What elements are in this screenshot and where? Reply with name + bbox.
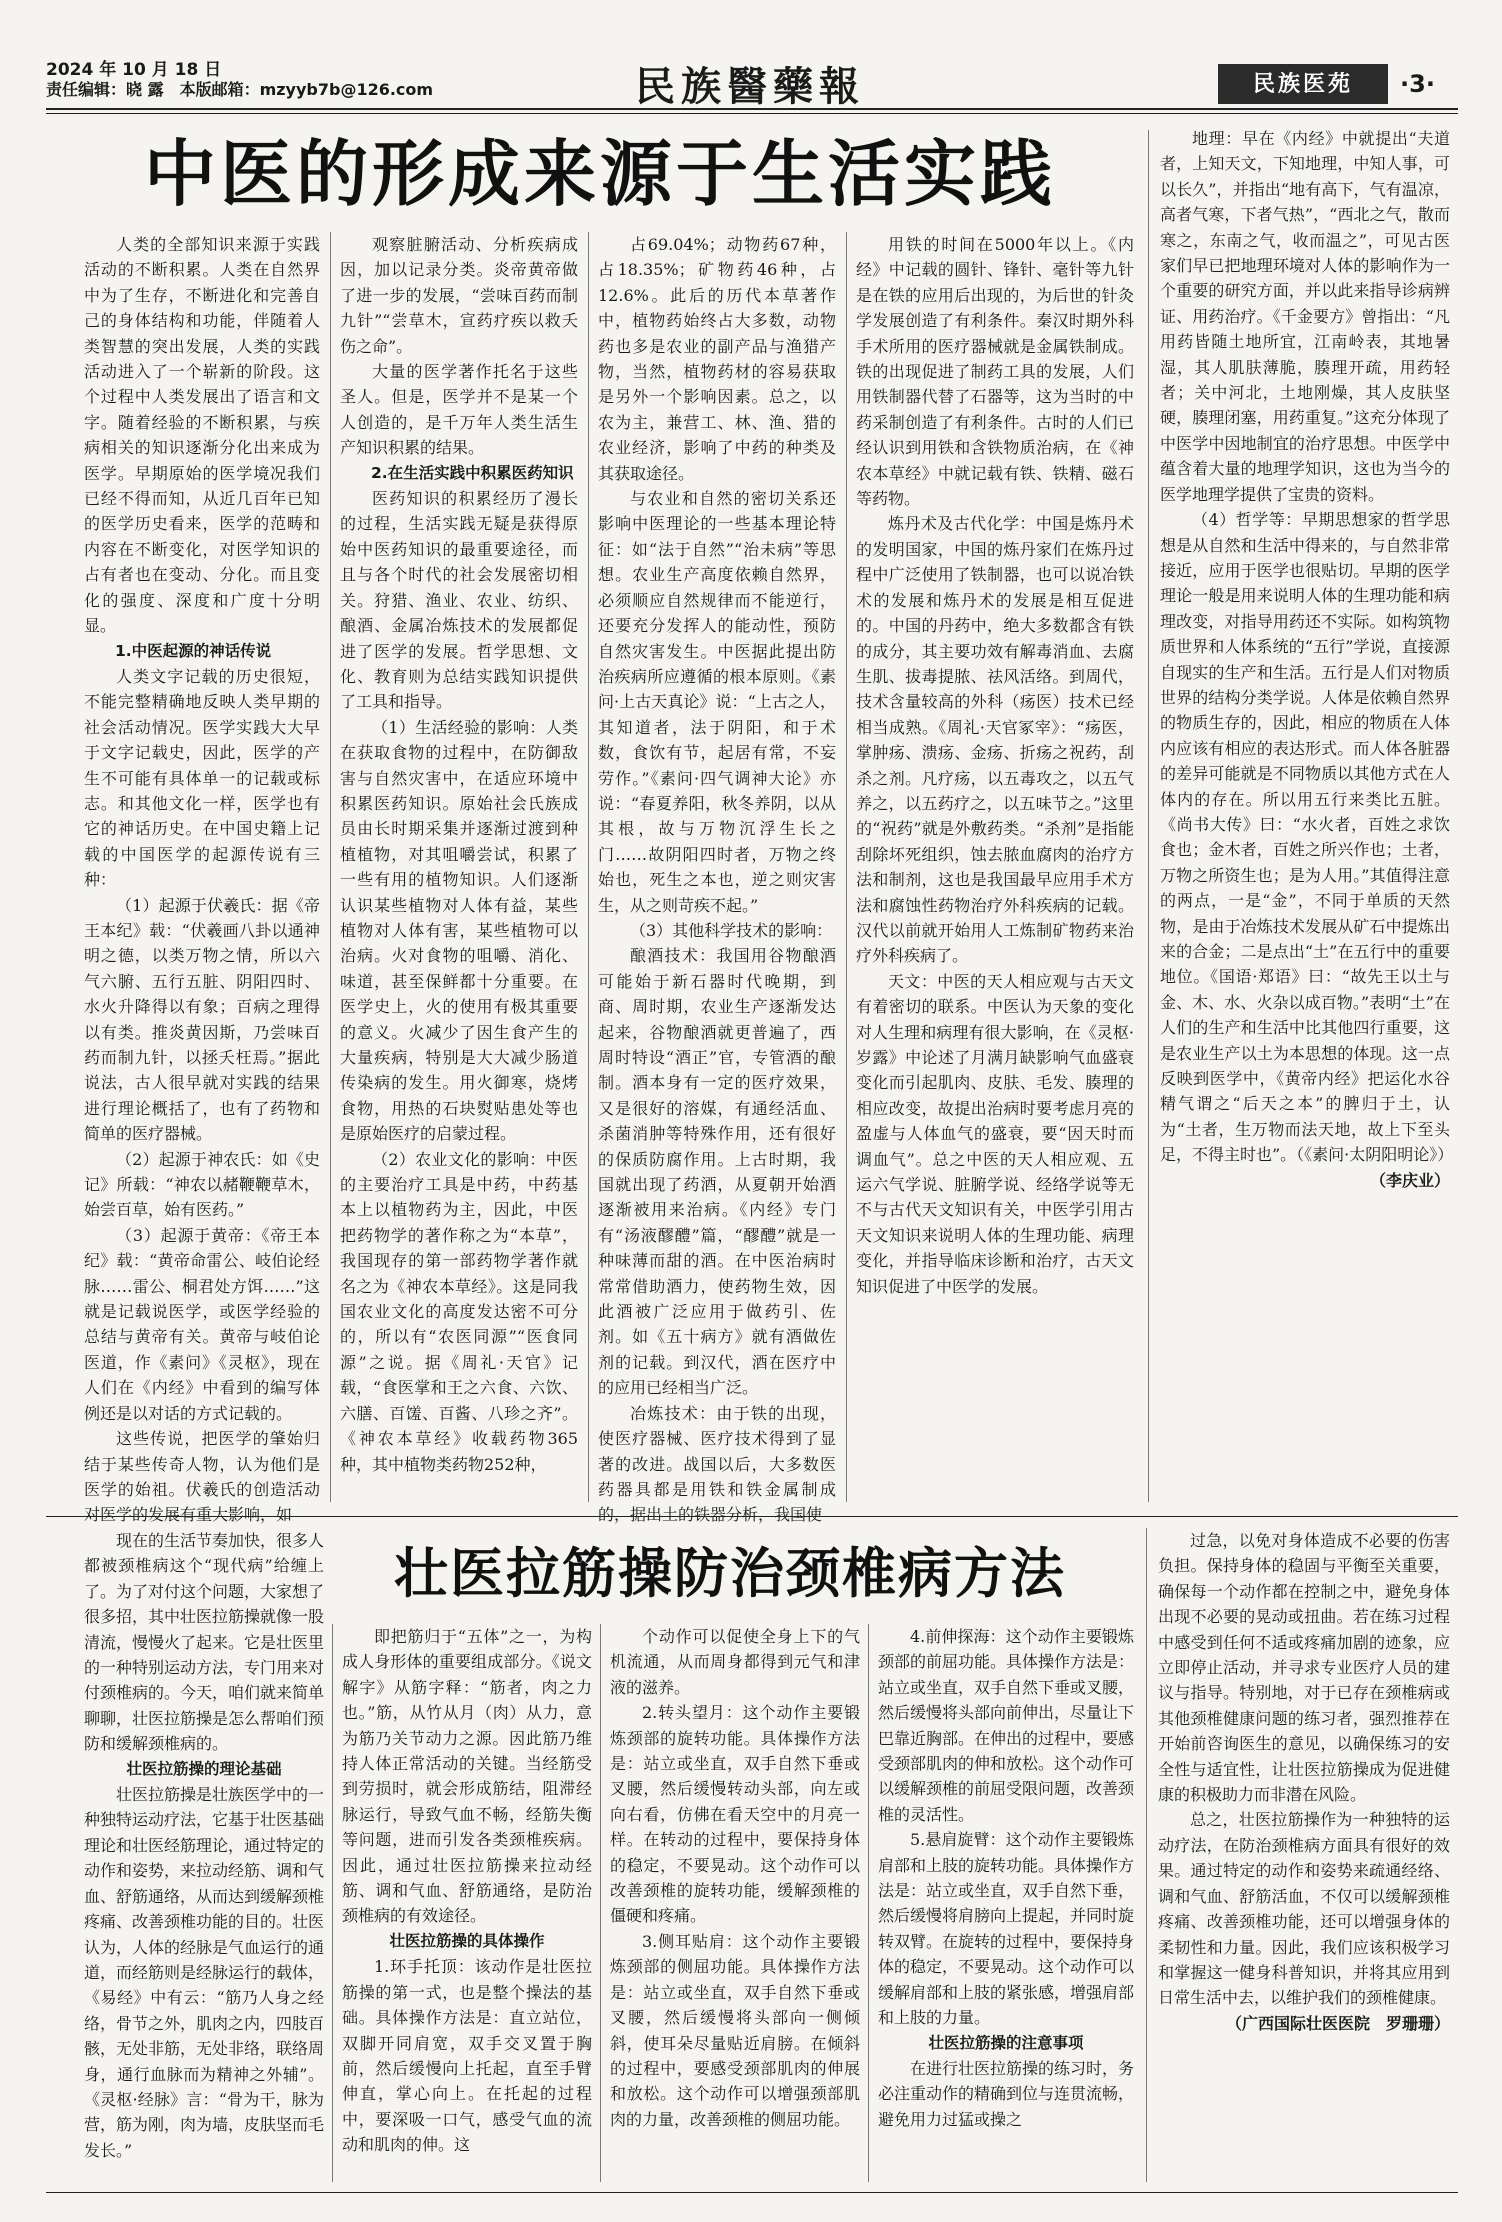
paragraph: （1）起源于伏羲氏：据《帝王本纪》载：“伏羲画八卦以通神明之德，以类万物之情，所以六气六腑、五行五脏、阴阳四时、水火升降得以有象；百病之理得以有类。推炎黄因斯，乃尝味百药而制九针，以拯夭枉焉。”据此说法，古人很早就对实践的结果进行理论概括了，也有了药物和简单的医疗器械。: [84, 895, 320, 1144]
paragraph: 即把筋归于“五体”之一，为构成人身形体的重要组成部分。《说文解字》从筋字释：“筋者，肉之力也。”筋，从竹从月（肉）从力，意为筋乃关节动力之源。因此筋乃维持人体正常活动的关键。当经筋受到劳损时，就会形成筋结，阻滞经脉运行，导致气血不畅，经筋失衡等问题，进而引发各类颈椎疾病。因此，通过壮医拉筋操来拉动经筋、调和气血、舒筋通络，是防治颈椎病的有效途径。: [342, 1627, 592, 1926]
section-heading: 壮医拉筋操的注意事项: [928, 2033, 1084, 2052]
masthead-info: [46, 60, 466, 100]
column-divider: [846, 232, 847, 1502]
paragraph: 过急，以免对身体造成不必要的伤害负担。保持身体的稳固与平衡至关重要，确保每一个动作都在控制之中，避免身体出现不必要的晃动或扭曲。若在练习过程中感受到任何不适或疼痛加剧的迹象，应立即停止活动，并寻求专业医疗人员的建议与指导。特别地，对于已存在颈椎病或其他颈椎健康问题的练习者，强烈推荐在开始前咨询医生的意见，以确保练习的安全性与适宜性，让壮医拉筋操成为促进健康的积极助力而非潜在风险。: [1158, 1531, 1450, 1805]
paragraph: 3.侧耳贴肩：这个动作主要锻炼颈部的侧屈功能。具体操作方法是：站立或坐直，双手自然下垂或叉腰，然后缓慢将头部向一侧倾斜，使耳朵尽量贴近肩膀。在倾斜的过程中，要感受颈部肌肉的伸展和放松。这个动作可以增强颈部肌肉的力量，改善颈椎的侧屈功能。: [610, 1931, 860, 2129]
paragraph: 2.转头望月：这个动作主要锻炼颈部的旋转功能。具体操作方法是：站立或坐直，双手自然下垂或叉腰，然后缓慢转动头部，向左或向右看，仿佛在看天空中的月亮一样。在转动的过程中，要保持身体的稳定，不要晃动。这个动作可以改善颈椎的旋转功能，缓解颈椎的僵硬和疼痛。: [610, 1703, 860, 1926]
paragraph: 观察脏腑活动、分析疾病成因，加以记录分类。炎帝黄帝做了进一步的发展，“尝味百药而制九针”“尝草木，宣药疗疾以救夭伤之命”。: [340, 235, 578, 356]
paragraph: 这些传说，把医学的肇始归结于某些传奇人物，认为他们是医学的始祖。伏羲氏的创造活动对医学的发展有重大影响，如: [84, 1429, 320, 1525]
paragraph: 个动作可以促使全身上下的气机流通，从而周身都得到元气和津液的滋养。: [610, 1627, 860, 1697]
column-divider: [330, 232, 331, 1502]
section-heading: 1.中医起源的神话传说: [115, 641, 272, 660]
column-divider: [332, 1624, 333, 2182]
paragraph: （2）农业文化的影响：中医的主要治疗工具是中药，中药基本上以植物药为主，因此，中医把药物学的著作称之为“本草”，我国现存的第一部药物学著作就名之为《神农本草经》。这是同我国农业文化的高度发达密不可分的，所以有“农医同源”“医食同源”之说。据《周礼·天官》记载，“食医掌和王之六食、六饮、六膳、百馐、百酱、八珍之齐”。《神农本草经》收载药物365种，其中植物类药物252种，: [340, 1149, 578, 1474]
paragraph: 酿酒技术：我国用谷物酿酒可能始于新石器时代晚期，到商、周时期，农业生产逐渐发达起来，谷物酿酒就更普遍了，西周时特设“酒正”官，专管酒的酿制。酒本身有一定的医疗效果，又是很好的溶媒，有通经活血、杀菌消肿等特殊作用，还有很好的保质防腐作用。上古时期，我国就出现了药酒，从夏朝开始酒逐渐被用来治病。《内经》专门有“汤液醪醴”篇，“醪醴”就是一种味薄而甜的酒。在中医治病时常常借助酒力，使药物生效，因此酒被广泛应用于做药引、佐剂。如《五十病方》就有酒做佐剂的记载。到汉代，酒在医疗中的应用已经相当广泛。: [598, 946, 836, 1398]
article1-col3: [598, 232, 836, 1525]
paragraph: 5.悬肩旋臂：这个动作主要锻炼肩部和上肢的旋转功能。具体操作方法是：站立或坐直，双手自然下垂，然后缓慢将肩膀向上提起，并同时旋转双臂。在旋转的过程中，要保持身体的稳定，不要晃动。这个动作可以缓解肩部和上肢的紧张感，增强肩部和上肢的力量。: [878, 1830, 1135, 2028]
article1-title: 中医的形成来源于生活实践: [143, 132, 1056, 216]
paragraph: 人类文字记载的历史很短，不能完整精确地反映人类早期的社会活动情况。医学实践大大早于文字记载史，因此，医学的产生不可能有具体单一的记载或标志。和其他文化一样，医学也有它的神话历史。在中国史籍上记载的中国医学的起源传说有三种：: [84, 666, 320, 890]
paragraph: 壮医拉筋操是壮族医学中的一种独特运动疗法，它基于壮医基础理论和壮医经筋理论，通过特定的动作和姿势，来拉动经筋、调和气血、舒筋通络，从而达到缓解颈椎疼痛、改善颈椎功能的目的。壮医认为，人体的经脉是气血运行的通道，而经筋则是经脉运行的载体，《易经》中有云：“筋乃人身之经络，骨节之外，肌肉之内，四肢百骸，无处非筋，无处非络，联络周身，通行血脉而为精神之外辅”。《灵枢·经脉》言：“骨为干，脉为营，筋为刚，肉为墙，皮肤坚而毛发长。”: [84, 1785, 325, 2160]
paragraph: 人类的全部知识来源于实践活动的不断积累。人类在自然界中为了生存，不断进化和完善自己的身体结构和功能，伴随着人类智慧的突出发展，人类的实践活动进入了一个崭新的阶段。这个过程中人类发展出了语言和文字。随着经验的不断积累，与疾病相关的知识逐渐分化出来成为医学。早期原始的医学境况我们已经不得而知，从近几百年已知的医学历史看来，医学的范畴和内容在不断变化，对医学知识的占有者也在变动、分化。而且变化的强度、深度和广度十分明显。: [84, 235, 320, 636]
article1-col1: [84, 232, 320, 1525]
section-heading: 壮医拉筋操的理论基础: [126, 1759, 282, 1778]
column-divider: [600, 1624, 601, 2182]
paragraph: 冶炼技术：由于铁的出现，使医疗器械、医疗技术得到了显著的改进。战国以后，大多数医药器具都是用铁和铁金属制成的，据出土的铁器分析，我国使: [598, 1403, 836, 1525]
paragraph: （3）起源于黄帝：《帝王本纪》载：“黄帝命雷公、岐伯论经脉……雷公、桐君处方饵……”这就是记载说医学，或医学经验的总结与黄帝有关。黄帝与岐伯论医道，作《素问》《灵枢》，现在人们在《内经》中看到的编写体例还是以对话的方式记载的。: [84, 1225, 320, 1423]
article2-col3: [610, 1624, 860, 2182]
page-number: ·3·: [1400, 70, 1435, 98]
article2-title: 壮医拉筋操防治颈椎病方法: [394, 1542, 1066, 1605]
paper-name: 民族醫藥報: [635, 63, 865, 110]
paragraph: 大量的医学著作托名于这些圣人。但是，医学并不是某一个人创造的，是千万年人类生活生产知识积累的结果。: [340, 362, 578, 458]
paragraph: 用铁的时间在5000年以上。《内经》中记载的圆针、锋针、毫针等九针是在铁的应用后出现的，为后世的针灸学发展创造了有利条件。秦汉时期外科手术所用的医疗器械就是金属铁制成。铁的出现促进了制药工具的发展，人们用铁制器代替了石器等，这为当时的中药采制创造了有利条件。古时的人们已经认识到用铁和含铁物质治病，在《神农本草经》中就记载有铁、铁精、磁石等药物。: [856, 235, 1134, 509]
paragraph: 与农业和自然的密切关系还影响中医理论的一些基本理论特征：如“法于自然”“治未病”等思想。农业生产高度依赖自然界，必须顺应自然规律而不能逆行，还要充分发挥人的能动性，预防自然灾害发生。中医据此提出防治疾病所应遵循的根本原则。《素问·上古天真论》说：“上古之人，其知道者，法于阴阳，和于术数，食饮有节，起居有常，不妄劳作。”《素问·四气调神大论》亦说：“春夏养阳，秋冬养阴，以从其根，故与万物沉浮生长之门……故阴阳四时者，万物之终始也，死生之本也，逆之则灾害生，从之则苛疾不起。”: [598, 489, 836, 915]
article2-col5: [1158, 1528, 1450, 2182]
paragraph: （1）生活经验的影响：人类在获取食物的过程中，在防御敌害与自然灾害中，在适应环境中积累医药知识。原始社会氏族成员由长时期采集并逐渐过渡到种植植物，对其咀嚼尝试，积累了一些有用的植物知识。人们逐渐认识某些植物对人体有益，某些植物对人体有害，某些植物可以治病。火对食物的咀嚼、消化、味道，甚至保鲜都十分重要。在医学史上，火的使用有极其重要的意义。火减少了因生食产生的大量疾病，特别是大大减少肠道传染病的发生。用火御寒，烧烤食物，用热的石块熨贴患处等也是原始医疗的启蒙过程。: [340, 717, 578, 1144]
paragraph: 医药知识的积累经历了漫长的过程，生活实践无疑是获得原始中医药知识的最重要途径，而且与各个时代的社会发展密切相关。狩猎、渔业、农业、纺织、酿酒、金属冶炼技术的发展都促进了医学的发展。哲学思想、文化、教育则为总结实践知识提供了工具和指导。: [340, 489, 578, 712]
paragraph: 炼丹术及古代化学：中国是炼丹术的发明国家，中国的炼丹家们在炼丹过程中广泛使用了铁制器，也可以说冶铁术的发展和炼丹术的发展是相互促进的。中国的丹药中，绝大多数都含有铁的成分，其主要功效有解毒消血、去腐生肌、拔毒提脓、祛风活络。到周代，技术含量较高的外科（疡医）技术已经相当成熟。《周礼·天官冢宰》：“疡医，掌肿疡、溃疡、金疡、折疡之祝药，刮杀之剂。凡疗疡，以五毒攻之，以五气养之，以五药疗之，以五味节之。”这里的“祝药”就是外敷药类。“杀剂”是指能刮除坏死组织，蚀去脓血腐肉的治疗方法和制剂，这也是我国最早应用手术方法和腐蚀性药物治疗外科疾病的记载。汉代以前就开始用人工炼制矿物药来治疗外科疾病了。: [856, 514, 1134, 966]
article2-col4: [878, 1624, 1134, 2182]
article1-col4: [856, 232, 1134, 1502]
paragraph: 占69.04%；动物药67种，占18.35%；矿物药46种，占12.6%。此后的历代本草著作中，植物药始终占大多数，动物药也多是农业的副产品与渔猎产物，当然，植物药材的容易获取是另外一个影响因素。总之，以农为主，兼营工、林、渔、猎的农业经济，影响了中药的种类及其获取途径。: [598, 235, 836, 483]
paragraph: 在进行壮医拉筋操的练习时，务必注重动作的精确到位与连贯流畅，避免用力过猛或操之: [878, 2058, 1135, 2129]
header-rule: [46, 108, 1458, 110]
byline: （李庆业）: [1369, 1170, 1450, 1190]
article1-col5: [1160, 126, 1454, 1502]
column-divider: [868, 1624, 869, 2182]
footer-rule: [46, 2192, 1458, 2193]
editor-line: 责任编辑：晓 露 本版邮箱：mzyyb7b@126.com: [46, 80, 434, 99]
paragraph: （4）哲学等：早期思想家的哲学思想是从自然和生活中得来的，与自然非常接近，应用于医学也很贴切。早期的医学理论一般是用来说明人体的生理功能和病理改变，对指导用药还不实际。如构筑物质世界和人体系统的“五行”学说，直接源自现实的生产和生活。五行是人们对物质世界的结构分类学说。人体是依赖自然界的物质生存的，因此，相应的物质在人体内应该有相应的表达形式。而人体各脏器的差异可能就是不同物质以其他方式在人体内的存在。所以用五行来类比五脏。《尚书大传》曰：“水火者，百姓之求饮食也；金木者，百姓之所兴作也；土者，万物之所资生也；是为人用。”其值得注意的两点，一是“金”，不同于单质的天然物，是由于冶炼技术发展从矿石中提炼出来的合金；二是点出“土”在五行中的重要地位。《国语·郑语》曰：“故先王以土与金、木、水、火杂以成百物。”表明“土”在人们的生产和生活中比其他四行重要，这是农业生产以土为本思想的体现。这一点反映到医学中，《黄帝内经》把运化水谷精气谓之“后天之本”的脾归于土，认为“土者，生万物而法天地，故上下至头足，不得主时也”。（《素问·太阴阳明论》）: [1160, 510, 1454, 1165]
article1-col2: [340, 232, 578, 1502]
byline: （广西国际壮医医院 罗珊珊）: [1225, 2013, 1450, 2033]
column-divider: [588, 232, 589, 1502]
paragraph: （2）起源于神农氏：如《史记》所载：“神农以赭鞭鞭草木，始尝百草，始有医药。”: [84, 1149, 320, 1220]
header-rule-thin: [46, 113, 1458, 114]
paragraph: （3）其他科学技术的影响：: [630, 920, 833, 940]
paragraph: 4.前伸探海：这个动作主要锻炼颈部的前屈功能。具体操作方法是：站立或坐直，双手自然下垂或叉腰，然后缓慢将头部向前伸出，尽量让下巴靠近胸部。在伸出的过程中，要感受颈部肌肉的伸和放松。这个动作可以缓解颈椎的前屈受限问题，改善颈椎的灵活性。: [878, 1627, 1135, 1824]
section-heading: 2.在生活实践中积累医药知识: [371, 463, 574, 482]
paragraph: 现在的生活节奏加快，很多人都被颈椎病这个“现代病”给缠上了。为了对付这个问题，大家想了很多招，其中壮医拉筋操就像一股清流，慢慢火了起来。它是壮医里的一种特别运动方法，专门用来对付颈椎病的。今天，咱们就来简单聊聊，壮医拉筋操是怎么帮咱们预防和缓解颈椎病的。: [84, 1531, 325, 1754]
column-divider: [1148, 130, 1149, 1502]
article2-col2: [342, 1624, 592, 2182]
section-heading: 壮医拉筋操的具体操作: [389, 1931, 545, 1950]
article2-col1: [84, 1528, 324, 2182]
section-label: 民族医苑: [1218, 64, 1388, 104]
article-separator: [46, 1516, 1458, 1517]
column-divider: [1146, 1528, 1147, 2182]
paragraph: 总之，壮医拉筋操作为一种独特的运动疗法，在防治颈椎病方面具有很好的效果。通过特定的动作和姿势来疏通经络、调和气血、舒筋活血，不仅可以缓解颈椎疼痛、改善颈椎功能，还可以增强身体的柔韧性和力量。因此，我们应该积极学习和掌握这一健身科普知识，并将其应用到日常生活中去，以维护我们的颈椎健康。: [1158, 1810, 1450, 2008]
paragraph: 天文：中医的天人相应观与古天文有着密切的联系。中医认为天象的变化对人生理和病理有很大影响，在《灵枢·岁露》中论述了月满月缺影响气血盛衰变化而引起肌肉、皮肤、毛发、腠理的相应改变，故提出治病时要考虑月亮的盈虚与人体血气的盛衰，要“因天时而调血气”。总之中医的天人相应观、五运六气学说、脏腑学说、经络学说等无不与古代天文知识有关，中医学引用古天文知识来说明人体的生理功能、病理变化，并指导临床诊断和治疗，古天文知识促进了中医学的发展。: [856, 971, 1134, 1296]
paragraph: 地理：早在《内经》中就提出“夫道者，上知天文，下知地理，中知人事，可以长久”，并指出“地有高下，气有温凉，高者气寒，下者气热”，“西北之气，散而寒之，东南之气，收而温之”，可见古医家们早已把地理环境对人体的影响作为一个重要的研究方面，并以此来指导诊病辨证、用药治疗。《千金要方》曾指出：“凡用药皆随土地所宜，江南岭表，其地暑湿，其人肌肤薄脆，腠理开疏，用药轻者；关中河北，土地刚燥，其人皮肤坚硬，腠理闭塞，用药重复。”这充分体现了中医学中因地制宜的治疗思想。中医学中蕴含着大量的地理学知识，这也为当今的医学地理学提供了宝贵的资料。: [1160, 129, 1450, 504]
paragraph: 1.环手托顶：该动作是壮医拉筋操的第一式，也是整个操法的基础。具体操作方法是：直立站位，双脚开同肩宽，双手交叉置于胸前，然后缓慢向上托起，直至手臂伸直，掌心向上。在托起的过程中，要深吸一口气，感受气血的流动和肌肉的伸。这: [342, 1957, 592, 2155]
issue-date: 2024 年 10 月 18 日: [46, 60, 222, 80]
